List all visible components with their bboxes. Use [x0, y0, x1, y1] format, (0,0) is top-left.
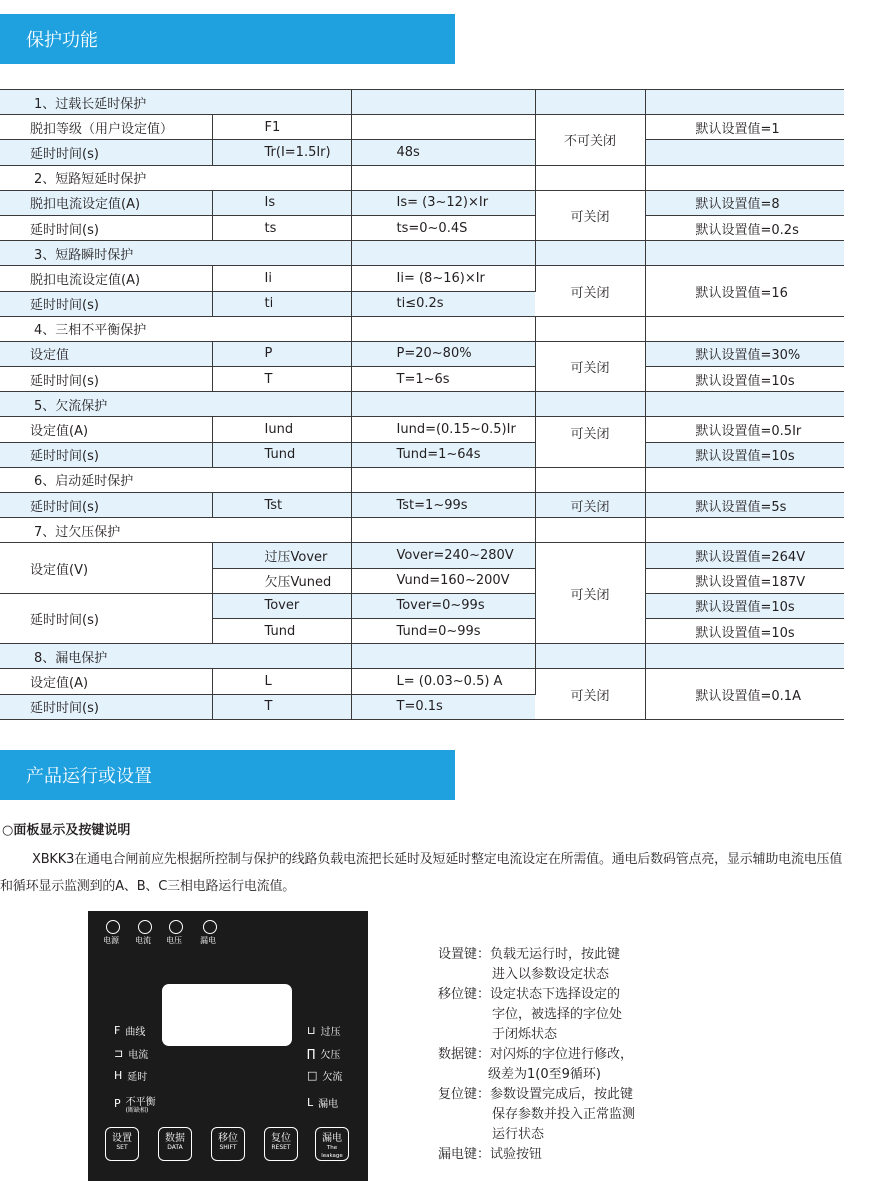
key-description-list [438, 945, 635, 1165]
leakage-indicator [200, 920, 220, 946]
table-row [0, 644, 844, 669]
closable-status: 可关闭 [535, 417, 645, 467]
led-label: 欠流 [322, 1072, 343, 1083]
panel-heading: ○面板显示及按键说明 [2, 823, 131, 838]
key-label: 移位 [218, 1133, 238, 1144]
key-description: 进入以参数设定状态 [492, 967, 610, 982]
row-symbol: Ii [212, 266, 351, 291]
row-label: 延时时间(s) [0, 694, 212, 719]
row-label: 设定值 [0, 341, 212, 366]
led-icon: L [307, 1096, 314, 1109]
row-label: 延时时间(s) [0, 493, 212, 518]
row-label: 延时时间(s) [0, 593, 212, 643]
indicator-label: 电源 [103, 936, 119, 945]
row-label: 脱扣等级（用户设定值） [0, 115, 212, 140]
row-default: 默认设置值=5s [645, 493, 844, 518]
row-label: 延时时间(s) [0, 367, 212, 392]
closable-status: 不可关闭 [535, 115, 645, 165]
row-range: Tover=0~99s [351, 593, 535, 618]
digital-display [162, 984, 292, 1046]
row-range: Vund=160~200V [351, 568, 535, 593]
led-unbalance [114, 1093, 156, 1114]
section-banner-protection [0, 14, 455, 64]
row-label: 延时时间(s) [0, 140, 212, 165]
row-label: 延时时间(s) [0, 215, 212, 240]
key-sublabel: DATA [167, 1144, 183, 1151]
row-symbol: T [212, 367, 351, 392]
table-row [0, 392, 844, 417]
key-sublabel: SET [116, 1144, 128, 1151]
protection-table [0, 89, 844, 720]
table-row [0, 493, 844, 518]
row-symbol: P [212, 341, 351, 366]
led-sublabel: (断缺相) [125, 1107, 149, 1114]
led-overvoltage [307, 1023, 341, 1038]
indicator-lamp-icon [203, 920, 217, 934]
row-symbol: T [212, 694, 351, 719]
row-range: T=0.1s [351, 694, 535, 719]
closable-status: 可关闭 [535, 341, 645, 391]
table-row [0, 341, 844, 366]
indicator-lamp-icon [169, 920, 183, 934]
closable-status: 可关闭 [535, 190, 645, 240]
row-default: 默认设置值=0.2s [645, 215, 844, 240]
row-default: 默认设置值=10s [645, 442, 844, 467]
row-symbol: Tr(I=1.5Ir) [212, 140, 351, 165]
row-symbol: Iund [212, 417, 351, 442]
key-sublabel: RESET [271, 1144, 291, 1151]
row-default [645, 140, 844, 165]
table-row [0, 266, 844, 291]
row-default: 默认设置值=10s [645, 367, 844, 392]
key-label: 设置 [112, 1133, 132, 1144]
indicator-label: 电压 [166, 936, 182, 945]
row-range: Tund=1~64s [351, 442, 535, 467]
key-description: 运行状态 [492, 1127, 545, 1142]
table-row [0, 115, 844, 140]
row-range: P=20~80% [351, 341, 535, 366]
row-symbol: L [212, 669, 351, 694]
table-row [0, 90, 844, 115]
current-indicator [135, 920, 155, 946]
led-label: 曲线 [125, 1027, 146, 1038]
section-heading: 4、三相不平衡保护 [0, 316, 351, 341]
row-symbol: Is [212, 190, 351, 215]
section-heading: 5、欠流保护 [0, 392, 351, 417]
led-label: 漏电 [318, 1099, 339, 1110]
key-description: 漏电键：试验按钮 [438, 1147, 543, 1162]
row-default: 默认设置值=8 [645, 190, 844, 215]
key-description: 复位键：参数设置完成后，按此键 [438, 1087, 634, 1102]
key-label: 复位 [271, 1133, 291, 1144]
table-row [0, 442, 844, 467]
table-row [0, 190, 844, 215]
indicator-label: 电流 [135, 936, 151, 945]
row-range: Vover=240~280V [351, 543, 535, 568]
table-row [0, 241, 844, 266]
table-row [0, 593, 844, 618]
row-symbol: 过压Vover [212, 543, 351, 568]
row-default: 默认设置值=187V [645, 568, 844, 593]
row-symbol: F1 [212, 115, 351, 140]
row-range: ti≤0.2s [351, 291, 535, 316]
section-heading: 3、短路瞬时保护 [0, 241, 351, 266]
leakage-test-key[interactable] [315, 1127, 349, 1161]
closable-status: 可关闭 [535, 493, 645, 518]
row-label: 脱扣电流设定值(A) [0, 190, 212, 215]
led-label: 不平衡 [125, 1097, 156, 1108]
reset-key[interactable] [264, 1127, 298, 1161]
led-undercurrent [307, 1068, 342, 1083]
table-row [0, 367, 844, 392]
row-default: 默认设置值=30% [645, 341, 844, 366]
row-range [351, 115, 535, 140]
led-label: 过压 [320, 1027, 341, 1038]
row-label: 延时时间(s) [0, 291, 212, 316]
closable-status: 可关闭 [535, 266, 645, 316]
row-label: 脱扣电流设定值(A) [0, 266, 212, 291]
key-label: 数据 [165, 1133, 185, 1144]
table-row [0, 543, 844, 568]
section-banner-operation [0, 750, 455, 800]
closable-status: 可关闭 [535, 669, 645, 719]
section-title: 产品运行或设置 [26, 766, 152, 787]
row-range: 48s [351, 140, 535, 165]
row-label: 设定值(V) [0, 543, 212, 593]
row-default: 默认设置值=264V [645, 543, 844, 568]
row-symbol: Tund [212, 618, 351, 643]
row-default: 默认设置值=1 [645, 115, 844, 140]
row-range: Tst=1~99s [351, 493, 535, 518]
table-row [0, 669, 844, 694]
key-description: 字位，被选择的字位处 [492, 1007, 623, 1022]
voltage-indicator [166, 920, 186, 946]
row-symbol: ts [212, 215, 351, 240]
row-range: T=1~6s [351, 367, 535, 392]
section-title: 保护功能 [26, 30, 98, 51]
key-sublabel: SHIFT [219, 1144, 237, 1151]
led-icon: ⊔ [307, 1024, 316, 1037]
data-key[interactable] [158, 1127, 192, 1161]
led-undervoltage [307, 1046, 340, 1061]
led-icon: □ [307, 1069, 318, 1082]
key-sublabel: The leakage [321, 1145, 343, 1159]
led-icon: F [114, 1024, 121, 1037]
section-heading: 8、漏电保护 [0, 644, 351, 669]
description-paragraph: XBKK3在通电合闸前应先根据所控制与保护的线路负载电流把长延时及短延时整定电流设定在所需值。通电后数码管点亮，显示辅助电流电压值和循环显示监测到的A、B、C三相电路运行电流值。 [0, 852, 843, 894]
row-symbol: 欠压Vuned [212, 568, 351, 593]
closable-status: 可关闭 [535, 543, 645, 644]
indicator-label: 漏电 [200, 936, 216, 945]
table-row [0, 316, 844, 341]
shift-key[interactable] [211, 1127, 245, 1161]
control-panel [88, 911, 368, 1181]
power-indicator [103, 920, 123, 946]
row-default: 默认设置值=0.5Ir [645, 417, 844, 442]
row-default: 默认设置值=16 [645, 266, 844, 316]
row-label: 设定值(A) [0, 669, 212, 694]
indicator-lamp-icon [138, 920, 152, 934]
key-description: 保存参数并投入正常监测 [492, 1107, 636, 1122]
row-range: Is= (3~12)×Ir [351, 190, 535, 215]
row-symbol: Tover [212, 593, 351, 618]
indicator-lamp-icon [106, 920, 120, 934]
table-row [0, 140, 844, 165]
led-current [114, 1046, 148, 1061]
table-row [0, 165, 844, 190]
led-icon: P [114, 1097, 121, 1110]
table-row [0, 467, 844, 492]
table-row [0, 215, 844, 240]
led-leakage [307, 1095, 338, 1110]
row-default: 默认设置值=10s [645, 593, 844, 618]
key-label: 漏电 [322, 1133, 342, 1144]
section-heading: 7、过欠压保护 [0, 518, 351, 543]
row-symbol: ti [212, 291, 351, 316]
row-range: L= (0.03~0.5) A [351, 669, 535, 694]
led-label: 延时 [127, 1072, 148, 1083]
row-default: 默认设置值=0.1A [645, 669, 844, 719]
row-default: 默认设置值=10s [645, 618, 844, 643]
led-delay [114, 1068, 147, 1083]
row-symbol: Tund [212, 442, 351, 467]
led-icon: H [114, 1069, 123, 1082]
row-symbol: Tst [212, 493, 351, 518]
table-row [0, 518, 844, 543]
row-range: Tund=0~99s [351, 618, 535, 643]
led-icon: ∏ [307, 1047, 316, 1060]
table-row [0, 417, 844, 442]
row-label: 延时时间(s) [0, 442, 212, 467]
key-description: 数据键：对闪烁的字位进行修改， [438, 1047, 634, 1062]
row-range: Ii= (8~16)×Ir [351, 266, 535, 291]
led-icon: ⊐ [114, 1047, 124, 1060]
row-range: ts=0~0.4S [351, 215, 535, 240]
led-label: 欠压 [320, 1050, 341, 1061]
key-description: 于闭烁状态 [492, 1027, 558, 1042]
row-label: 设定值(A) [0, 417, 212, 442]
key-description: 级差为1(0至9循环) [488, 1067, 601, 1082]
section-heading: 6、启动延时保护 [0, 467, 351, 492]
set-key[interactable] [105, 1127, 139, 1161]
key-description: 移位键：设定状态下选择设定的 [438, 987, 621, 1002]
led-label: 电流 [128, 1050, 149, 1061]
section-heading: 1、过载长延时保护 [0, 90, 351, 115]
row-range: Iund=(0.15~0.5)Ir [351, 417, 535, 442]
led-curve [114, 1023, 145, 1038]
key-description: 设置键：负载无运行时，按此键 [438, 947, 621, 962]
section-heading: 2、短路短延时保护 [0, 165, 351, 190]
